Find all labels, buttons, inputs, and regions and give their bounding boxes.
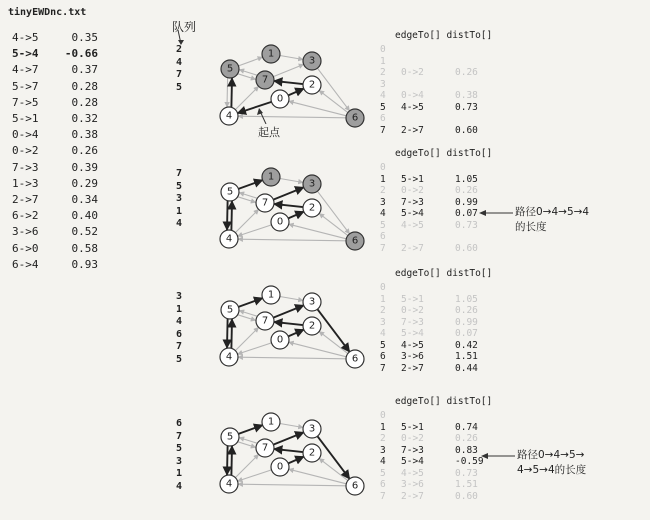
cell-edge: 0->4 [401, 90, 424, 101]
cell-edge: 0->2 [401, 67, 424, 78]
edge-5-7 [238, 442, 256, 448]
start-label: 起点 [258, 126, 280, 139]
edge-7-3 [273, 187, 303, 199]
cell-dist: 0.07 [455, 208, 478, 219]
dist-table-3 [380, 268, 510, 378]
node-0 [271, 213, 289, 231]
edge-row: 6->2 0.40 [12, 209, 98, 223]
cell-v: 3 [380, 78, 386, 90]
edge-0-2 [288, 212, 304, 219]
edge-1-3 [280, 179, 303, 183]
svg-text:6: 6 [351, 353, 359, 365]
table-row [380, 113, 510, 125]
table-header: edgeTo[] distTo[] [395, 30, 493, 41]
cell-edge: 4->5 [401, 339, 424, 351]
svg-text:3: 3 [308, 296, 316, 308]
edge-5-1 [238, 180, 262, 189]
queue-entry: 7 [176, 168, 183, 179]
node-4 [220, 107, 238, 125]
svg-text:0: 0 [276, 216, 284, 228]
cell-dist: 0.73 [455, 101, 478, 113]
node-1 [262, 413, 280, 431]
cell-v: 4 [380, 208, 386, 219]
node-5 [221, 183, 239, 201]
cell-edge: 7->3 [401, 316, 424, 328]
edge-4-7 [235, 86, 258, 109]
edge-list [12, 30, 98, 273]
node-5 [221, 60, 239, 78]
queue-entry: 7 [176, 69, 183, 80]
table-row [380, 410, 510, 422]
queue-1 [176, 44, 182, 94]
queue-4 [176, 418, 182, 493]
cell-dist: 0.60 [455, 490, 478, 502]
table-row [380, 433, 510, 445]
table-row [380, 44, 510, 56]
edge-7-5 [239, 193, 257, 199]
svg-text:7: 7 [261, 442, 269, 454]
edge-5-4 [227, 319, 228, 348]
queue-entry: 3 [176, 193, 183, 204]
cell-v: 1 [380, 421, 386, 433]
graph-svg [205, 410, 380, 510]
svg-text:1: 1 [267, 171, 275, 183]
edge-row: 4->5 0.35 [12, 31, 98, 44]
table-row [380, 231, 510, 243]
node-3 [303, 420, 321, 438]
edge-2-7 [274, 81, 303, 84]
queue-arrow-icon [175, 30, 185, 46]
edge-6-4 [238, 357, 346, 359]
svg-text:7: 7 [261, 315, 269, 327]
edge-row: 4->7 0.37 [12, 63, 98, 77]
edge-3-6 [317, 436, 349, 479]
queue-3 [176, 291, 182, 366]
cell-edge: 2->7 [401, 490, 424, 502]
node-6 [346, 350, 364, 368]
cell-v: 6 [380, 113, 386, 124]
cell-dist: 1.51 [455, 351, 478, 362]
svg-text:6: 6 [351, 112, 359, 124]
edge-6-4 [238, 484, 346, 486]
note-line: 路径0→4→5→4 [515, 206, 590, 218]
cell-dist: 0.60 [455, 124, 478, 136]
note-arrow-icon [481, 450, 517, 462]
svg-text:4: 4 [225, 110, 233, 122]
queue-entry: 5 [176, 443, 183, 454]
cell-edge: 0->2 [401, 305, 424, 316]
graph-svg [205, 283, 380, 383]
edge-3-6 [317, 191, 349, 234]
queue-entry: 4 [176, 480, 183, 492]
svg-text:2: 2 [308, 447, 316, 459]
edge-4-5 [231, 319, 232, 348]
graph-3 [205, 283, 380, 383]
node-6 [346, 477, 364, 495]
cell-edge: 5->1 [401, 173, 424, 185]
edge-2-7 [274, 449, 303, 452]
node-0 [271, 331, 289, 349]
edge-row: 5->4 -0.66 [12, 47, 98, 61]
dist-table-2 [380, 148, 510, 258]
queue-entry: 7 [176, 430, 183, 442]
svg-text:0: 0 [276, 461, 284, 473]
table-header: edgeTo[] distTo[] [395, 396, 493, 407]
cell-v: 3 [380, 444, 386, 456]
queue-entry: 6 [176, 328, 183, 340]
edge-7-5 [239, 70, 257, 76]
cell-v: 4 [380, 328, 386, 339]
cell-v: 1 [380, 293, 386, 305]
edge-row: 0->2 0.26 [12, 144, 98, 158]
queue-entry: 1 [176, 468, 183, 479]
edge-6-4 [238, 116, 346, 118]
cell-dist: 1.05 [455, 293, 478, 305]
edge-1-3 [280, 424, 303, 428]
node-6 [346, 109, 364, 127]
edge-4-7 [235, 327, 258, 350]
edge-6-2 [319, 213, 348, 235]
table-row [380, 468, 510, 480]
edge-6-0 [289, 101, 347, 116]
svg-text:3: 3 [308, 55, 316, 67]
edge-5-4 [227, 78, 228, 107]
node-3 [303, 293, 321, 311]
table-row [380, 305, 510, 317]
cell-dist: 0.26 [455, 185, 478, 196]
node-4 [220, 348, 238, 366]
node-6 [346, 232, 364, 250]
svg-text:6: 6 [351, 480, 359, 492]
edge-7-5 [239, 438, 257, 444]
table-row [380, 479, 510, 491]
table-row [380, 422, 510, 434]
queue-entry: 4 [176, 218, 183, 229]
cell-edge: 7->3 [401, 444, 424, 456]
svg-text:5: 5 [226, 186, 234, 198]
table-row [380, 282, 510, 294]
cell-dist: -0.59 [455, 456, 484, 467]
svg-text:2: 2 [308, 79, 316, 91]
cell-v: 5 [380, 101, 386, 113]
edge-row: 6->4 0.93 [12, 257, 98, 271]
cell-dist: 0.83 [455, 444, 478, 456]
svg-text:5: 5 [226, 63, 234, 75]
cell-v: 0 [380, 282, 386, 293]
cell-edge: 4->5 [401, 101, 424, 113]
cell-dist: 1.51 [455, 479, 478, 490]
table-row [380, 174, 510, 186]
note-line: 路径0→4→5→ [517, 449, 585, 461]
cell-edge: 5->1 [401, 293, 424, 305]
cell-v: 2 [380, 67, 386, 78]
table-row [380, 363, 510, 375]
graph-2 [205, 165, 380, 265]
cell-edge: 3->6 [401, 479, 424, 490]
edge-2-7 [274, 322, 303, 325]
path-note-2 [515, 205, 589, 235]
edge-row: 1->3 0.29 [12, 176, 98, 190]
edge-0-2 [288, 330, 304, 337]
table-header: edgeTo[] distTo[] [395, 268, 493, 279]
svg-text:2: 2 [308, 202, 316, 214]
edge-row: 0->4 0.38 [12, 128, 98, 142]
cell-edge: 4->5 [401, 219, 424, 231]
cell-v: 6 [380, 351, 386, 362]
node-5 [221, 428, 239, 446]
cell-v: 4 [380, 456, 386, 467]
table-row [380, 317, 510, 329]
edge-6-0 [289, 469, 347, 484]
svg-text:2: 2 [308, 320, 316, 332]
cell-v: 7 [380, 362, 386, 374]
svg-text:5: 5 [226, 304, 234, 316]
table-row [380, 102, 510, 114]
cell-v: 0 [380, 410, 386, 421]
cell-v: 1 [380, 55, 386, 67]
edge-row: 2->7 0.34 [12, 193, 98, 207]
graph-svg [205, 165, 380, 265]
cell-edge: 4->5 [401, 467, 424, 479]
svg-text:1: 1 [267, 48, 275, 60]
edge-5-7 [238, 315, 256, 321]
svg-text:6: 6 [351, 235, 359, 247]
cell-edge: 5->1 [401, 421, 424, 433]
node-1 [262, 45, 280, 63]
cell-dist: 0.42 [455, 339, 478, 351]
edge-6-0 [289, 342, 347, 357]
queue-entry: 6 [176, 418, 183, 429]
edge-4-7 [235, 209, 258, 232]
cell-v: 4 [380, 90, 386, 101]
queue-entry: 2 [176, 44, 183, 55]
edge-4-5 [231, 78, 232, 107]
cell-dist: 0.60 [455, 242, 478, 254]
cell-v: 5 [380, 219, 386, 231]
note-arrow-icon [479, 207, 515, 219]
edge-5-1 [238, 298, 262, 307]
edge-0-2 [288, 457, 304, 464]
graph-svg [205, 42, 380, 142]
edge-row: 6->0 0.58 [12, 241, 98, 255]
cell-edge: 3->6 [401, 351, 424, 362]
node-3 [303, 175, 321, 193]
cell-dist: 0.44 [455, 362, 478, 374]
cell-v: 7 [380, 242, 386, 254]
node-2 [303, 76, 321, 94]
queue-entry: 1 [176, 303, 183, 315]
queue-label: 队列 [172, 20, 197, 34]
node-1 [262, 286, 280, 304]
cell-dist: 0.26 [455, 433, 478, 444]
note-line: 4→5→4的长度 [517, 464, 587, 476]
edge-0-4 [238, 343, 272, 354]
edge-6-0 [289, 224, 347, 239]
cell-dist: 0.26 [455, 67, 478, 78]
queue-entry: 5 [176, 353, 183, 365]
table-row [380, 79, 510, 91]
cell-v: 2 [380, 185, 386, 196]
note-line: 的长度 [515, 221, 547, 233]
cell-v: 0 [380, 162, 386, 173]
edge-7-3 [273, 64, 303, 76]
svg-text:7: 7 [261, 74, 269, 86]
queue-entry: 3 [176, 291, 183, 302]
start-arrow-icon [256, 108, 270, 124]
cell-v: 1 [380, 173, 386, 185]
node-7 [256, 439, 274, 457]
node-4 [220, 230, 238, 248]
cell-v: 7 [380, 490, 386, 502]
queue-entry: 7 [176, 341, 183, 352]
cell-v: 6 [380, 479, 386, 490]
edge-6-4 [238, 239, 346, 241]
table-row [380, 56, 510, 68]
cell-dist: 1.05 [455, 173, 478, 185]
table-row [380, 243, 510, 255]
graph-1 [205, 42, 380, 142]
node-0 [271, 90, 289, 108]
cell-dist: 0.26 [455, 305, 478, 316]
cell-v: 0 [380, 44, 386, 55]
edge-3-6 [317, 309, 349, 352]
node-7 [256, 194, 274, 212]
edge-0-4 [238, 470, 272, 481]
cell-v: 6 [380, 231, 386, 242]
edge-7-5 [239, 311, 257, 317]
node-2 [303, 317, 321, 335]
cell-dist: 0.73 [455, 467, 478, 479]
svg-text:7: 7 [261, 197, 269, 209]
node-0 [271, 458, 289, 476]
queue-entry: 1 [176, 205, 183, 217]
cell-dist: 0.99 [455, 316, 478, 328]
graph-4 [205, 410, 380, 510]
table-row [380, 294, 510, 306]
cell-dist: 0.38 [455, 90, 478, 101]
node-5 [221, 301, 239, 319]
queue-entry: 3 [176, 455, 183, 467]
edge-5-4 [227, 201, 228, 230]
svg-text:3: 3 [308, 423, 316, 435]
edge-1-3 [280, 56, 303, 60]
file-title: tinyEWDnc.txt [8, 7, 87, 18]
table-row [380, 220, 510, 232]
edge-4-5 [231, 201, 232, 230]
edge-7-3 [273, 432, 303, 444]
path-note-4 [517, 448, 586, 478]
table-row [380, 328, 510, 340]
node-7 [256, 71, 274, 89]
cell-dist: 0.74 [455, 421, 478, 433]
queue-entry: 5 [176, 180, 183, 192]
edge-row: 5->1 0.32 [12, 112, 98, 126]
table-row [380, 351, 510, 363]
edge-5-4 [227, 446, 228, 475]
svg-text:3: 3 [308, 178, 316, 190]
svg-text:5: 5 [226, 431, 234, 443]
cell-dist: 0.07 [455, 328, 478, 339]
table-row [380, 67, 510, 79]
queue-2 [176, 168, 182, 231]
edge-0-2 [288, 89, 304, 96]
svg-text:1: 1 [267, 289, 275, 301]
cell-edge: 2->7 [401, 362, 424, 374]
cell-v: 3 [380, 316, 386, 328]
edge-row: 7->5 0.28 [12, 95, 98, 109]
edge-5-7 [238, 74, 256, 80]
cell-edge: 2->7 [401, 124, 424, 136]
edge-5-1 [238, 57, 262, 66]
dist-table-1 [380, 30, 510, 140]
svg-text:0: 0 [276, 93, 284, 105]
node-1 [262, 168, 280, 186]
queue-entry: 4 [176, 56, 183, 68]
cell-v: 2 [380, 305, 386, 316]
cell-v: 3 [380, 196, 386, 208]
edge-row: 3->6 0.52 [12, 225, 98, 239]
table-row [380, 340, 510, 352]
svg-text:1: 1 [267, 416, 275, 428]
edge-6-2 [319, 90, 348, 112]
node-2 [303, 199, 321, 217]
cell-v: 7 [380, 124, 386, 136]
edge-5-7 [238, 197, 256, 203]
cell-v: 2 [380, 433, 386, 444]
cell-dist: 0.73 [455, 219, 478, 231]
cell-edge: 0->2 [401, 433, 424, 444]
cell-v: 5 [380, 467, 386, 479]
edge-0-4 [238, 225, 272, 236]
edge-3-6 [317, 68, 349, 111]
edge-1-3 [280, 297, 303, 301]
svg-text:0: 0 [276, 334, 284, 346]
table-row [380, 162, 510, 174]
cell-edge: 7->3 [401, 196, 424, 208]
node-4 [220, 475, 238, 493]
table-row [380, 185, 510, 197]
node-3 [303, 52, 321, 70]
edge-2-7 [274, 204, 303, 207]
cell-edge: 5->4 [401, 208, 424, 219]
edge-row: 7->3 0.39 [12, 160, 98, 174]
edge-7-3 [273, 305, 303, 317]
edge-4-7 [235, 454, 258, 477]
edge-row: 5->7 0.28 [12, 79, 98, 93]
edge-5-1 [238, 425, 262, 434]
cell-edge: 2->7 [401, 242, 424, 254]
cell-edge: 5->4 [401, 328, 424, 339]
table-row [380, 491, 510, 503]
table-row [380, 125, 510, 137]
edge-4-5 [231, 446, 232, 475]
svg-text:4: 4 [225, 233, 233, 245]
svg-text:4: 4 [225, 351, 233, 363]
queue-entry: 4 [176, 316, 183, 327]
svg-text:4: 4 [225, 478, 233, 490]
node-7 [256, 312, 274, 330]
table-header: edgeTo[] distTo[] [395, 148, 493, 159]
queue-entry: 5 [176, 81, 183, 93]
cell-edge: 0->2 [401, 185, 424, 196]
cell-v: 5 [380, 339, 386, 351]
cell-edge: 5->4 [401, 456, 424, 467]
node-2 [303, 444, 321, 462]
table-row [380, 90, 510, 102]
cell-dist: 0.99 [455, 196, 478, 208]
